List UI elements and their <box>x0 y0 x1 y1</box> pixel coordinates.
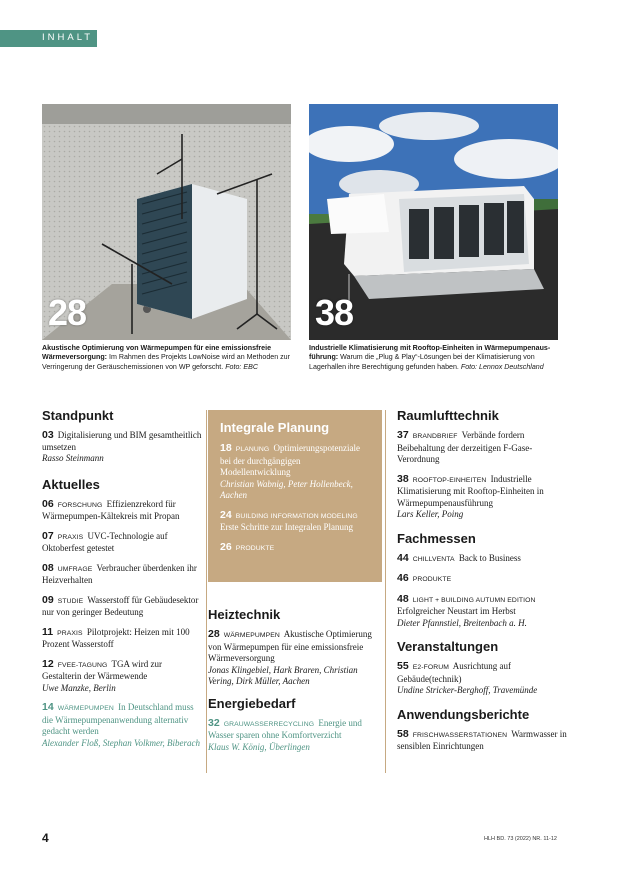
toc-author: Alexander Floß, Stephan Volkmer, Biberach <box>42 737 200 748</box>
toc-page-number: 46 <box>397 572 409 584</box>
toc-entry[interactable] <box>220 542 370 555</box>
section-heading: Integrale Planung <box>220 420 330 435</box>
toc-page-number: 09 <box>42 593 54 606</box>
toc-title: In Deutschland muss die Wärmepumpenanwendung alternativ gedacht werden <box>42 702 194 736</box>
column-divider <box>385 410 386 773</box>
toc-entry[interactable] <box>42 595 202 619</box>
toc-entry[interactable] <box>42 499 202 523</box>
toc-category: PRODUKTE <box>412 576 452 583</box>
toc-title: Verbraucher überdenken ihr Heizverhalten <box>42 562 197 585</box>
toc-category: LIGHT + BUILDING AUTUMN EDITION <box>412 596 536 604</box>
toc-title: Energie und Wasser sparen ohne Komfortverzicht <box>208 717 362 740</box>
toc-author: Uwe Manzke, Berlin <box>42 682 116 693</box>
toc-page-number: 44 <box>397 551 409 564</box>
toc-entry[interactable] <box>42 627 202 651</box>
caption-credit: Foto: Lennox Deutschland <box>458 362 544 371</box>
toc-page-number: 26 <box>220 540 232 553</box>
toc-category: GRAUWASSERRECYCLING <box>223 720 315 728</box>
toc-category: PRODUKTE <box>235 544 275 552</box>
photo-acoustic-chamber <box>42 104 291 340</box>
toc-entry[interactable] <box>42 531 202 555</box>
caption-title: Industrielle Klimatisierung mit Rooftop-Einheiten in Wärmepumpenausführung: <box>309 344 551 362</box>
photo-caption <box>309 344 559 372</box>
section-heading: Fachmessen <box>397 530 476 546</box>
photo-caption <box>42 344 292 372</box>
toc-column-3 <box>397 408 567 761</box>
toc-title: UVC-Technologie auf Oktoberfest getestet <box>42 530 168 553</box>
toc-page-number: 55 <box>397 660 409 672</box>
page-number: 4 <box>42 831 49 845</box>
toc-title: Effizienzrekord für Wärmepumpen-Kältekreis mit Propan <box>42 498 180 521</box>
toc-page-number: 03 <box>42 429 54 441</box>
toc-title: Wasserstoff für Gebäudesektor nur von geringer Bedeutung <box>42 594 199 617</box>
section-heading: Heiztechnik <box>208 607 281 622</box>
toc-entry[interactable] <box>397 729 567 753</box>
caption-text: Im Rahmen des Projekts LowNoise wird an Methoden zur Verringerung der Geräuschemissionen von WP geforscht. <box>42 353 290 371</box>
toc-category: E2-FORUM <box>412 664 449 671</box>
toc-entry[interactable] <box>397 474 567 521</box>
toc-title: Erste Schritte zur Integralen Planung <box>220 522 353 532</box>
toc-author: Dieter Pfannstiel, Breitenbach a. H. <box>397 617 527 628</box>
toc-title: Warmwasser in sensiblen Einrichtungen <box>397 728 567 751</box>
journal-reference: HLH BD. 73 (2022) NR. 11-12 <box>484 836 557 842</box>
caption-title: Akustische Optimierung von Wärmepumpen für eine emissionsfreie Wärmeversorgung: <box>42 344 272 362</box>
section-heading: Energiebedarf <box>208 695 296 711</box>
section-heading: Veranstaltungen <box>397 639 499 654</box>
toc-page-number: 06 <box>42 497 54 510</box>
toc-entry[interactable] <box>42 563 202 587</box>
toc-entry-highlighted[interactable] <box>42 702 202 749</box>
toc-category: PRAXIS <box>57 629 83 637</box>
toc-category: CHILLVENTA <box>412 555 455 563</box>
toc-page-number: 08 <box>42 561 54 574</box>
toc-title: Akustische Optimierung von Wärmepumpen für eine emissionsfreie Wärmeversorgung <box>208 629 372 663</box>
caption-credit: Foto: EBC <box>223 362 258 371</box>
toc-category: WÄRMEPUMPEN <box>223 632 280 639</box>
toc-page-number: 28 <box>208 628 220 640</box>
toc-category: FORSCHUNG <box>57 501 103 509</box>
featured-section-box <box>208 410 382 582</box>
toc-entry[interactable] <box>397 553 567 566</box>
page-number-badge: 28 <box>48 292 87 333</box>
caption-text: Warum die „Plug & Play“-Lösungen bei der Klimatisierung von Lagerhallen ihre Berechtigung gefunden haben. <box>309 353 535 371</box>
toc-title: Back to Business <box>458 552 521 563</box>
toc-title: Optimierungspotenziale bei der durchgängigen Modellentwicklung <box>220 443 360 477</box>
toc-entry[interactable] <box>220 443 370 502</box>
toc-title: Verbände fordern Beibehaltung der derzeitigen F-Gase-Verordnung <box>397 430 533 464</box>
section-label: INHALT <box>42 32 94 43</box>
toc-category: BRANDBRIEF <box>412 433 458 440</box>
toc-entry[interactable] <box>42 430 202 465</box>
toc-author: Jonas Klingebiel, Hark Braren, Christian Vering, Dirk Müller, Aachen <box>208 664 358 686</box>
toc-title: TGA wird zur Gestalterin der Wärmewende <box>42 658 162 681</box>
toc-page-number: 38 <box>397 472 409 485</box>
toc-entry[interactable] <box>397 573 567 586</box>
section-label-bar <box>0 30 97 47</box>
toc-author: Lars Keller, Poing <box>397 509 464 519</box>
toc-page-number: 11 <box>42 625 54 638</box>
page-number-badge: 38 <box>315 292 354 333</box>
toc-category: UMFRAGE <box>57 565 93 573</box>
toc-category: FRISCHWASSERSTATIONEN <box>412 731 508 739</box>
toc-entry[interactable] <box>397 594 567 630</box>
toc-entry[interactable] <box>220 510 370 534</box>
toc-entry[interactable] <box>397 661 567 697</box>
toc-page-number: 48 <box>397 592 409 605</box>
toc-title: Digitalisierung und BIM gesamtheitlich umsetzen <box>42 430 202 452</box>
toc-page-number: 12 <box>42 657 54 670</box>
toc-column-1 <box>42 408 202 757</box>
toc-author: Klaus W. König, Überlingen <box>208 741 310 752</box>
toc-entry[interactable] <box>42 659 202 695</box>
toc-category: ROOFTOP-EINHEITEN <box>412 476 487 484</box>
toc-author: Undine Stricker-Berghoff, Travemünde <box>397 685 538 695</box>
toc-category: FVEE-TAGUNG <box>57 661 108 669</box>
section-heading: Standpunkt <box>42 408 114 423</box>
toc-title: Pilotprojekt: Heizen mit 100 Prozent Wasserstoff <box>42 626 190 649</box>
toc-title: Erfolgreicher Neustart im Herbst <box>397 606 516 616</box>
toc-title: Industrielle Klimatisierung mit Rooftop-Einheiten in Wärmepumpenausführung <box>397 473 544 508</box>
toc-entry[interactable] <box>397 430 567 466</box>
toc-entry-highlighted[interactable] <box>208 718 384 754</box>
toc-category: STUDIE <box>57 597 84 605</box>
photo-rooftop-unit <box>309 104 558 340</box>
column-divider <box>206 410 207 773</box>
toc-category: PRAXIS <box>57 533 84 541</box>
toc-author: Rasso Steinmann <box>42 453 104 463</box>
toc-entry[interactable] <box>208 629 384 688</box>
toc-page-number: 18 <box>220 442 232 454</box>
section-heading: Aktuelles <box>42 476 100 492</box>
toc-page-number: 24 <box>220 508 232 521</box>
toc-page-number: 07 <box>42 529 54 542</box>
toc-page-number: 32 <box>208 716 220 729</box>
toc-page-number: 37 <box>397 429 409 441</box>
toc-page-number: 58 <box>397 727 409 740</box>
toc-category: BUILDING INFORMATION MODELING <box>235 512 358 520</box>
toc-category: PLANUNG <box>235 446 270 453</box>
section-heading: Anwendungsberichte <box>397 706 530 722</box>
toc-title: Ausrichtung auf Gebäude(technik) <box>397 661 511 684</box>
toc-page-number: 14 <box>42 701 54 713</box>
section-heading: Raumlufttechnik <box>397 408 499 423</box>
toc-column-2 <box>208 607 384 761</box>
toc-category: WÄRMEPUMPEN <box>57 705 114 712</box>
toc-author: Christian Wabnig, Peter Hollenbeck, Aachen <box>220 478 353 500</box>
